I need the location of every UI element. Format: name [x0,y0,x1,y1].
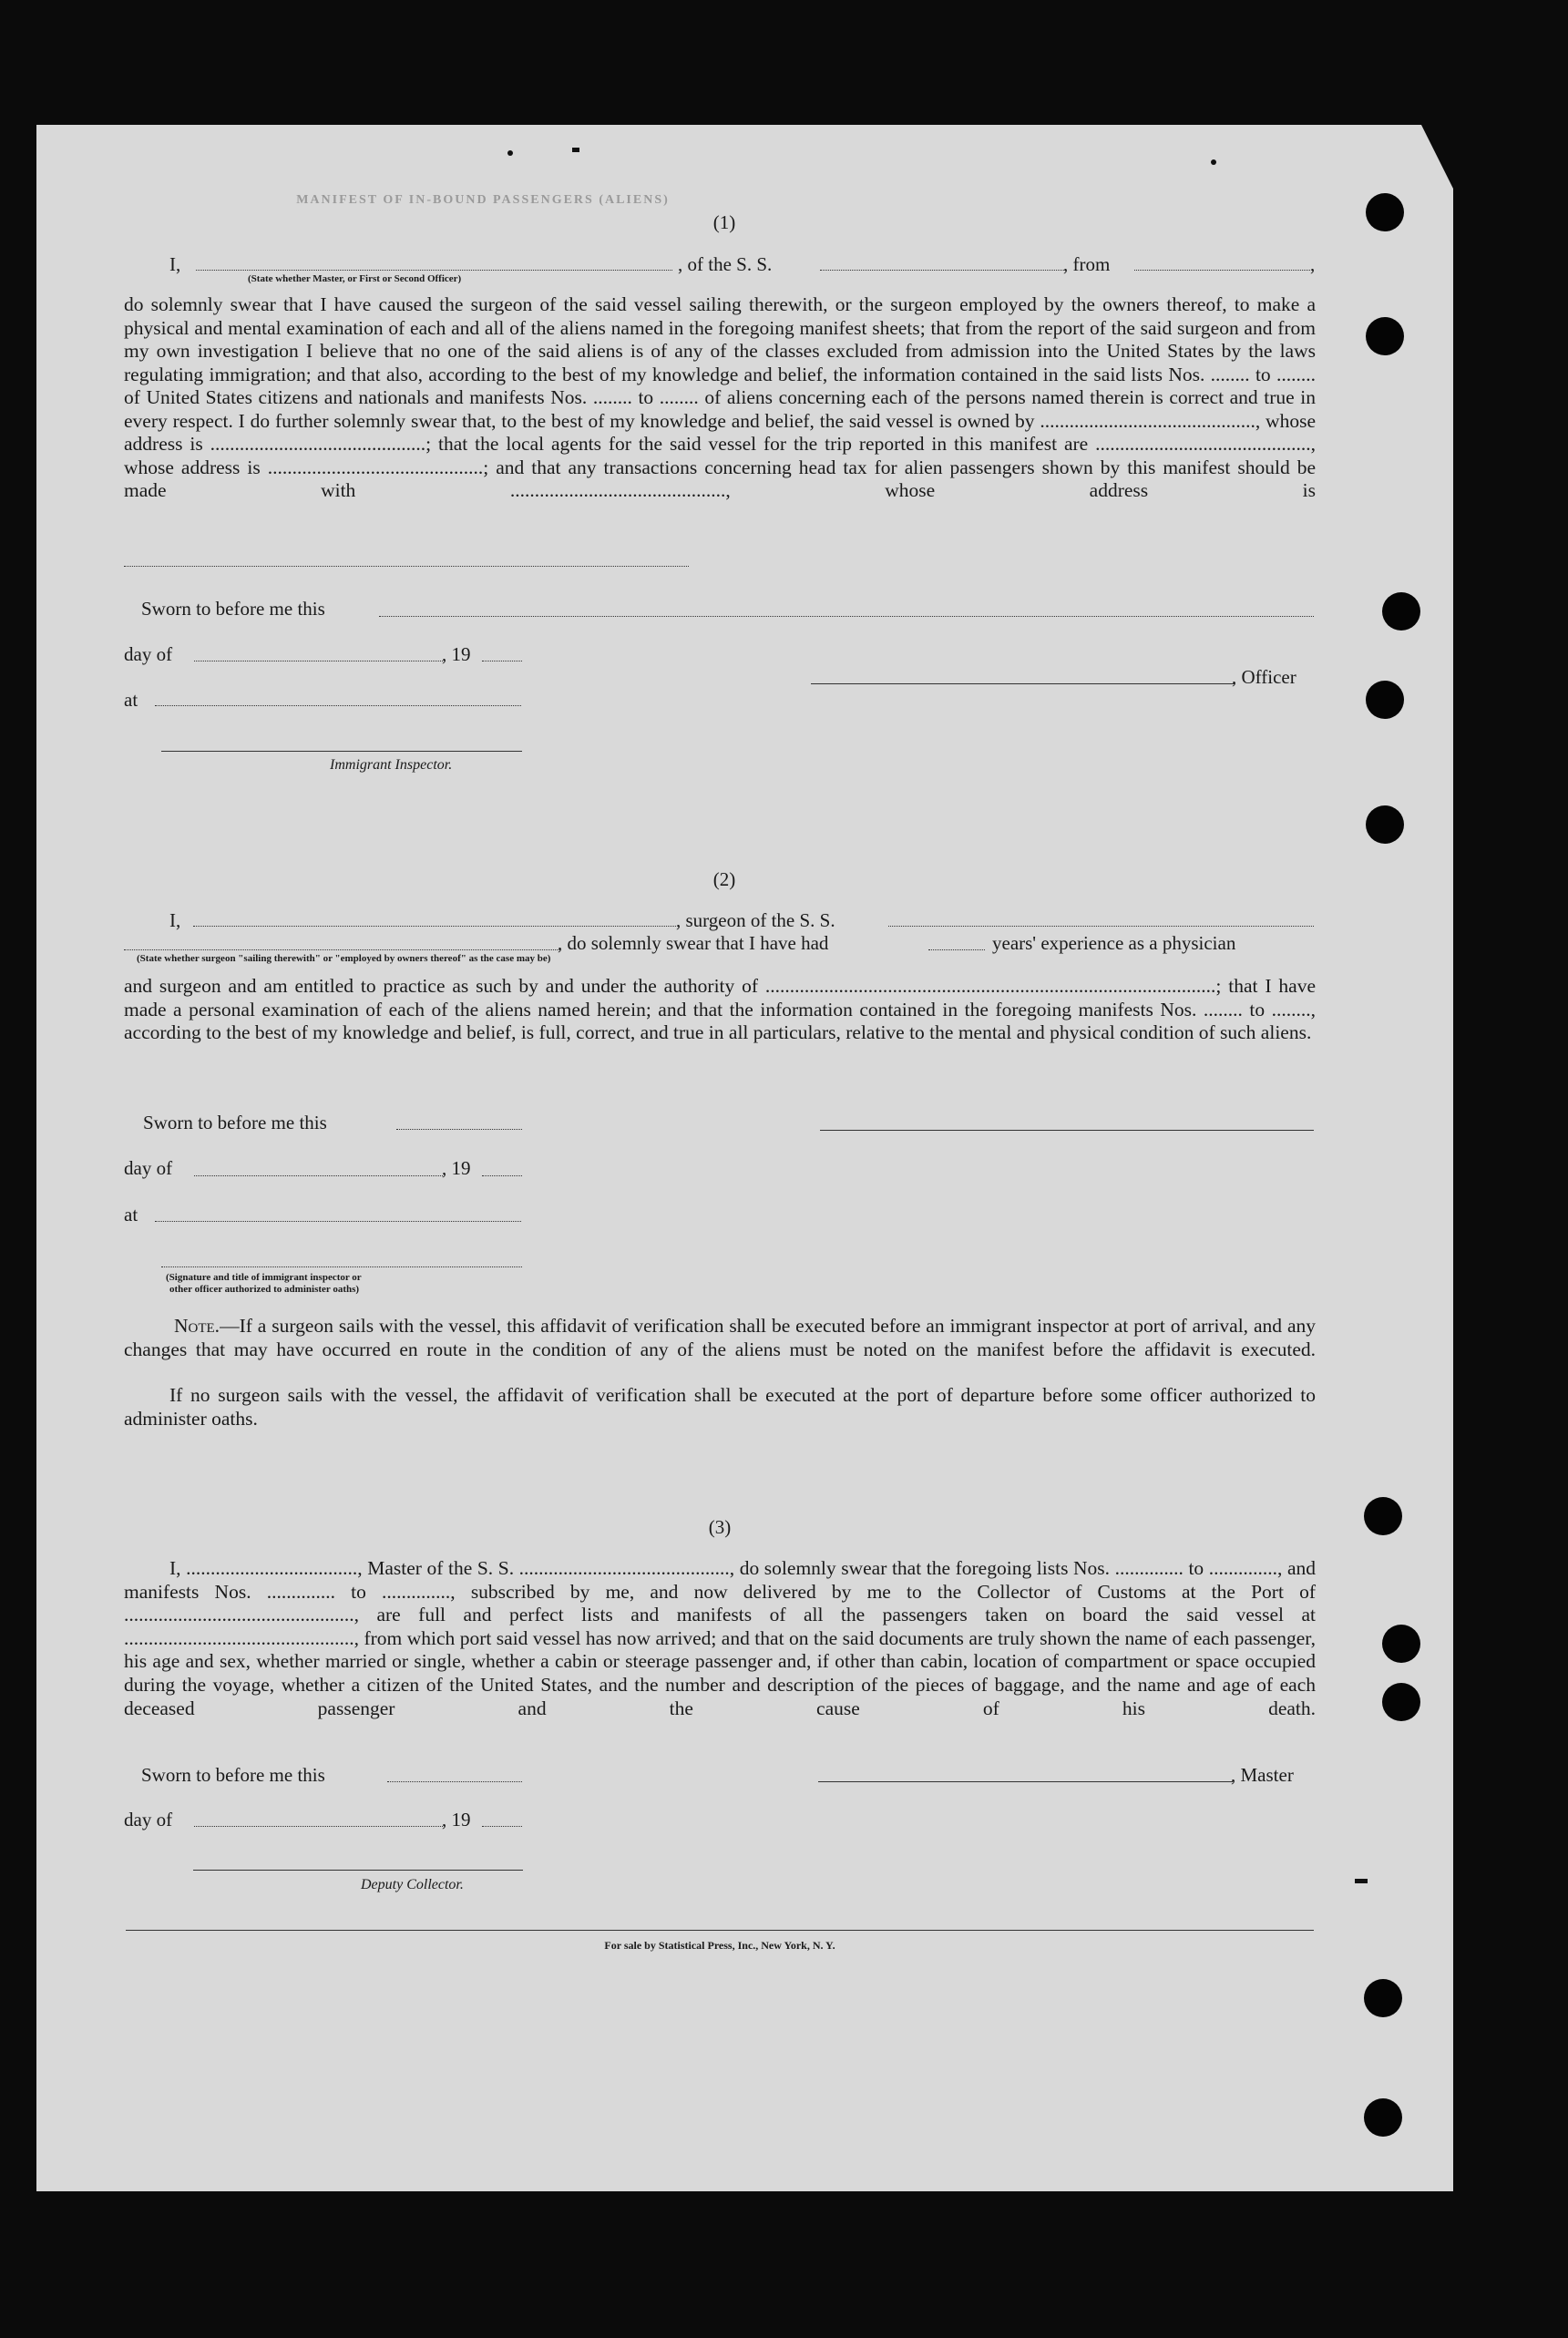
s1-from: , from [1063,253,1111,275]
s1-address-continuation-line[interactable] [124,566,689,567]
s2-sworn-label: Sworn to before me this [143,1112,327,1133]
s2-signature-hint-1: (Signature and title of immigrant inspector or [166,1272,362,1283]
s2-years-label: years' experience as a physician [992,932,1236,954]
s1-sworn-label: Sworn to before me this [141,598,325,620]
s1-hint-master: (State whether Master, or First or Second Officer) [248,273,462,284]
s2-year-label: , 19 [442,1157,471,1179]
s3-body: I, ..................................., Master of the S. S. ..........................................., do solemnly swear that the foregoing lists Nos. .............. to .............., and manifests Nos. .............. to .............., subscribed by me, and now delivered by me to the Collector of Customs at the Port of ..............................................., are full and perfect lists and manifests of all the passengers taken on board the said vessel at ..............................................., from which port said vessel has now arrived; and that on the said documents are truly shown the name of each passenger, his age and sex, whether married or single, whether a cabin or steerage passenger and, if other than cabin, location of compartment or space occupied during the voyage, whether a citizen of the United States, and the number and description of the pieces of baggage, and the name and age of each deceased passenger and the cause of his death. [124,1557,1316,1719]
s1-body: do solemnly swear that I have caused the surgeon of the said vessel sailing therewith, or the surgeon employed by the owners thereof, to make a physical and mental examination of each and all of the aliens named in the foregoing manifest sheets; that from the report of the said surgeon and from my own investigation I believe that no one of the said aliens is of any of the classes excluded from admission into the United States by the laws regulating immigration; and that also, according to the best of my knowledge and belief, the information contained in the said lists Nos. ........ to ........ of United States citizens and nationals and manifests Nos. ........ to ........ of aliens concerning each of the persons named therein is correct and true in every respect. I do further solemnly swear that, to the best of my knowledge and belief, the said vessel is owned by ............................................, whose address is ............................................; that the local agents for the said vessel for the trip reported in this manifest are ............................................, whose address is ............................................; and that any transactions concerning head tax for alien passengers shown by this manifest should be made with ............................................, whose address is [124,293,1316,501]
punch-hole [1382,1683,1420,1721]
speck [507,150,513,156]
s1-officer-signature-line[interactable] [811,683,1235,684]
s2-surgeon-of-ss: , surgeon of the S. S. [676,909,835,931]
s1-from-port-line[interactable] [1134,270,1310,271]
s1-sworn-line[interactable] [379,616,1314,617]
s3-day-of-label: day of [124,1809,173,1830]
s2-surgeon-name-line[interactable] [193,926,676,927]
section-1-number: (1) [712,211,736,233]
s3-collector-signature-line[interactable] [193,1870,523,1871]
s3-day-line[interactable] [194,1826,443,1827]
punch-hole [1366,805,1404,844]
section-3-number: (3) [708,1516,732,1538]
s1-officer-name-line[interactable] [196,270,672,271]
s2-ship-name-line[interactable] [888,926,1314,927]
s2-i-label: I, [169,909,181,931]
s1-i-label: I, [169,253,181,275]
speck [572,148,579,152]
punch-hole [1364,1497,1402,1535]
s1-day-of-label: day of [124,643,173,665]
punch-hole [1382,1625,1420,1663]
s2-hint-surgeon: (State whether surgeon "sailing therewith" or "employed by owners thereof" as the case may be) [137,953,551,964]
s1-year-label: , 19 [442,643,471,665]
section-2-number: (2) [712,868,736,890]
s1-inspector-signature-line[interactable] [161,751,522,752]
punch-hole [1382,592,1420,631]
s2-note-body: —If a surgeon sails with the vessel, this affidavit of verification shall be executed before an immigrant inspector at port of arrival, and any changes that may have occurred en route in the condition of any of the aliens must be noted on the manifest before the affidavit is executed. [124,1315,1316,1360]
s3-collector-label: Deputy Collector. [361,1877,464,1892]
s2-signature-hint-2: other officer authorized to administer oaths) [169,1284,360,1295]
s3-year-line[interactable] [482,1826,522,1827]
punch-hole [1366,681,1404,719]
s2-swear-label: , do solemnly swear that I have had [558,932,829,954]
s2-note-2: If no surgeon sails with the vessel, the affidavit of verification shall be executed at the port of departure before some officer authorized to administer oaths. [124,1384,1316,1430]
s2-years-line[interactable] [928,949,985,950]
s1-of-ss: , of the S. S. [678,253,773,275]
speck [1211,159,1216,165]
s3-sworn-line[interactable] [387,1781,522,1782]
s2-day-line[interactable] [194,1175,443,1176]
s1-at-label: at [124,689,138,711]
s1-at-line[interactable] [155,705,521,706]
punch-hole [1366,193,1404,231]
s2-at-label: at [124,1204,138,1225]
punch-hole [1364,1979,1402,2017]
footer-rule [126,1930,1314,1931]
speck [1355,1879,1368,1883]
punch-hole [1366,317,1404,355]
punch-hole [1364,2098,1402,2137]
s1-officer-label: , Officer [1232,666,1296,688]
s1-inspector-label: Immigrant Inspector. [330,757,453,773]
s1-ship-name-line[interactable] [820,270,1064,271]
s2-at-line[interactable] [155,1221,521,1222]
s3-master-label: , Master [1231,1764,1294,1786]
s2-body: and surgeon and am entitled to practice as such by and under the authority of ............................................................................................; that I have made a personal examination of each of the aliens named herein; and that the information contained in the foregoing manifests Nos. ........ to ........, according to the best of my knowledge and belief, is full, correct, and true in all particulars, relative to the mental and physical condition of such aliens. [124,975,1316,1043]
s2-status-line[interactable] [124,949,559,950]
s2-year-line[interactable] [482,1175,522,1176]
s3-year-label: , 19 [442,1809,471,1830]
ghost-header: MANIFEST OF IN-BOUND PASSENGERS (ALIENS) [296,193,670,207]
s2-note [124,1315,1316,1361]
s2-officer-signature-line[interactable] [161,1266,522,1267]
s2-sworn-line[interactable] [396,1129,522,1130]
printer-credit: For sale by Statistical Press, Inc., New York, N. Y. [604,1939,835,1952]
s2-surgeon-signature-line[interactable] [820,1130,1314,1131]
s2-note-label: Note. [174,1315,220,1337]
s3-sworn-label: Sworn to before me this [141,1764,325,1786]
s3-master-signature-line[interactable] [818,1781,1233,1782]
s2-day-of-label: day of [124,1157,173,1179]
